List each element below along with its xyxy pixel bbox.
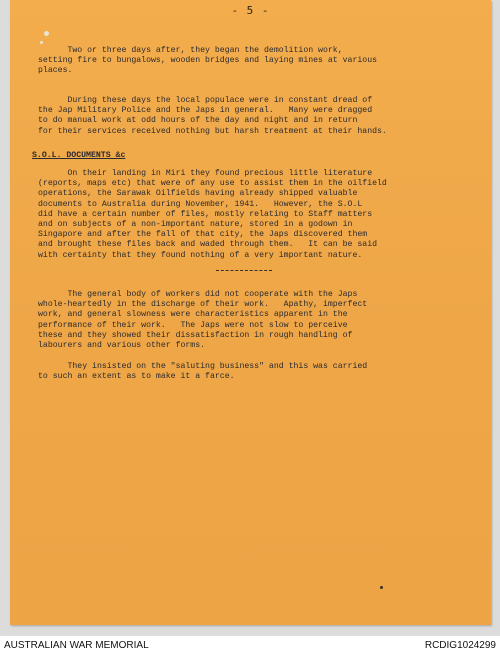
archive-name: AUSTRALIAN WAR MEMORIAL (4, 640, 149, 651)
paragraph-saluting: They insisted on the "saluting business" and this was carried to such an extent as to make it a farce. (38, 362, 368, 382)
paragraph-demolition: Two or three days after, they began the demolition work, setting fire to bungalows, wooden bridges and laying mines at various places. (38, 46, 378, 76)
page-number: - 5 - (231, 4, 270, 17)
section-heading: S.O.L. DOCUMENTS &c (32, 151, 126, 160)
section-divider (216, 270, 272, 271)
paragraph-documents: On their landing in Miri they found precious little literature (reports, maps etc) that were of any use to assist them in the oilfield operations, the Sarawak Oilfields having already shipped valuable documents to Australia during November, 1941. However, the S.O.L did have a certain number of files, mostly relating to Staff matters and on subjects of a non-important nature, stored in a godown in Singapore and after the fall of that city, the Japs discovered them and brought these files back and waded through them. It can be said with certainty that they found nothing of a very important nature. (38, 169, 387, 260)
ink-spot (380, 586, 383, 589)
document-sheet (10, 0, 491, 625)
punch-hole (44, 31, 49, 36)
archive-record-id: RCDIG1024299 (424, 640, 496, 651)
archive-footer (0, 636, 500, 654)
paragraph-populace: During these days the local populace were in constant dread of the Jap Military Police and the Japs in general. Many were dragged to do manual work at odd hours of the day and night and in return for their services received nothing but harsh treatment at their hands. (38, 96, 387, 136)
paragraph-workers: The general body of workers did not cooperate with the Japs whole-heartedly in the discharge of their work. Apathy, imperfect work, and general slowness were characteristics apparent in the performance of their work. The Japs were not slow to perceive these and they showed their dissatisfaction in rough handling of labourers and various other forms. (38, 290, 368, 351)
punch-hole (40, 41, 43, 44)
